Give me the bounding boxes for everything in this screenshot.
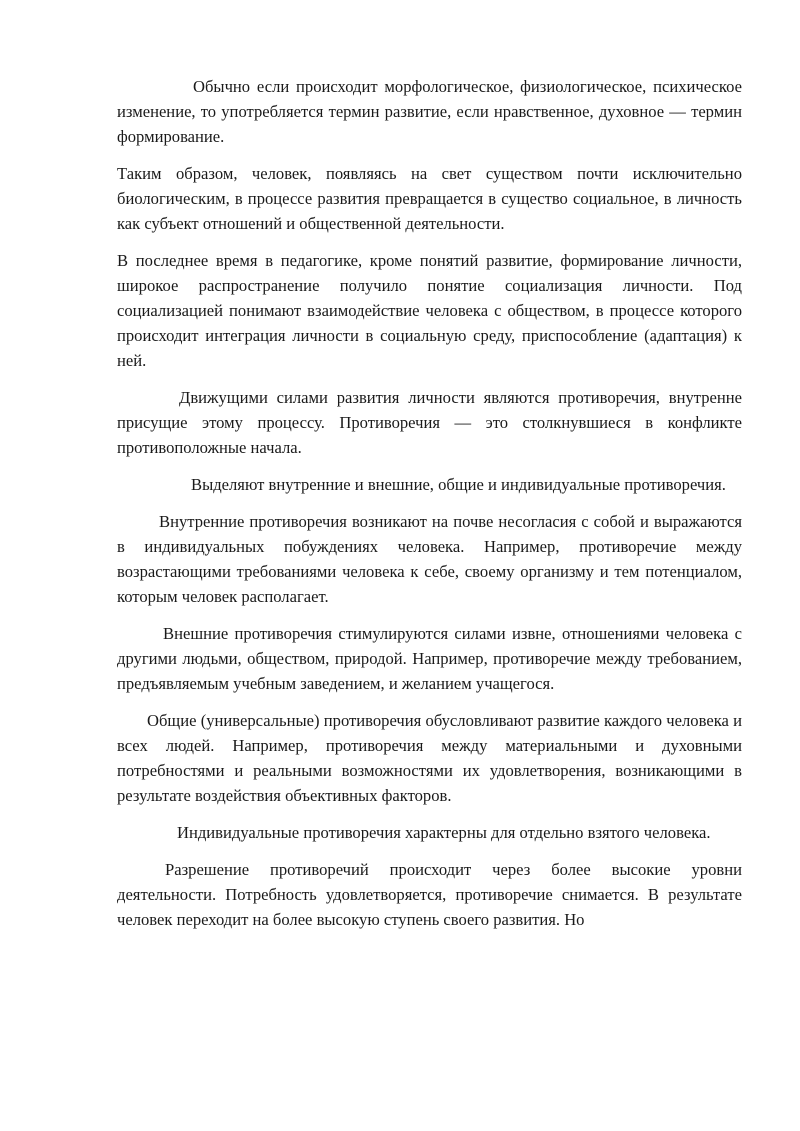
paragraph-10: Разрешение противоречий происходит через более высокие уровни деятельности. Потребность удовлетворяется, противоречие снимается. В результате человек переходит на более высокую ступень своего развития. Но (117, 860, 742, 929)
paragraph-3: В последнее время в педагогике, кроме понятий развитие, формирование личности, широкое распространение получило понятие социализация личности. Под социализацией понимают взаимодействие человека с обществом, в процессе которого происходит интеграция личности в социальную среду, приспособление (адаптация) к ней. (117, 251, 742, 370)
paragraph-6: Внутренние противоречия возникают на почве несогласия с собой и выражаются в индивидуальных побуждениях человека. Например, противоречие между возрастающими требованиями человека к себе, своему организму и тем потенциалом, которым человек располагает. (117, 512, 742, 606)
paragraph-1: Обычно если происходит морфологическое, физиологическое, психическое изменение, то употребляется термин развитие, если нравственное, духовное — термин формирование. (117, 77, 742, 146)
paragraph-5: Выделяют внутренние и внешние, общие и индивидуальные противоречия. (191, 475, 726, 494)
document-body (117, 74, 742, 944)
paragraph-4: Движущими силами развития личности являются противоречия, внутренне присущие этому процессу. Противоречия — это столкнувшиеся в конфликте противоположные начала. (117, 388, 742, 457)
paragraph-7: Внешние противоречия стимулируются силами извне, отношениями человека с другими людьми, обществом, природой. Например, противоречие между требованием, предъявляемым учебным заведением, и желанием учащегося. (117, 624, 742, 693)
paragraph-9: Индивидуальные противоречия характерны для отдельно взятого человека. (177, 823, 711, 842)
paragraph-8: Общие (универсальные) противоречия обусловливают развитие каждого человека и всех людей. Например, противоречия между материальными и духовными потребностями и реальными возможностями их удовлетворения, возникающими в результате воздействия объективных факторов. (117, 711, 742, 805)
paragraph-2: Таким образом, человек, появляясь на свет существом почти исключительно биологическим, в процессе развития превращается в существо социальное, в личность как субъект отношений и общественной деятельности. (117, 164, 742, 233)
